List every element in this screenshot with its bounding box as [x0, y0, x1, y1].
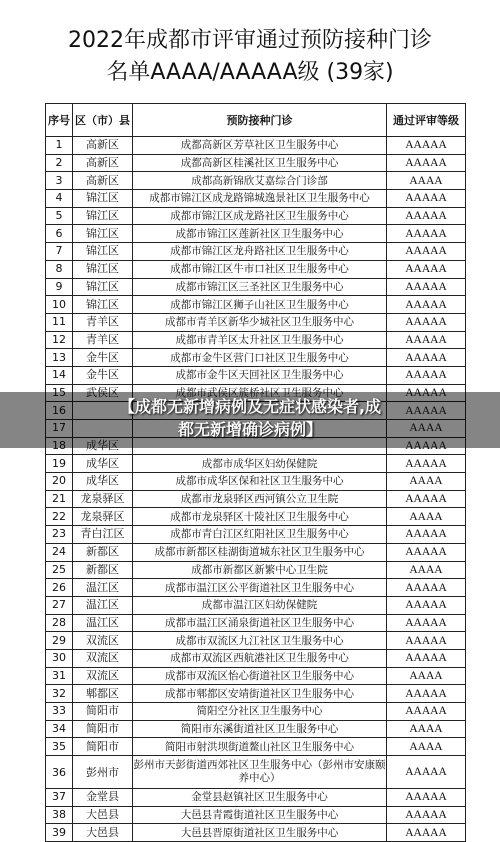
- cell-district: 温江区: [73, 596, 133, 614]
- cell-clinic: 成都高新锦欣艾嘉综合门诊部: [133, 172, 387, 190]
- cell-no: 29: [46, 632, 73, 650]
- cell-clinic: 大邑县青霞街道社区卫生服务中心: [133, 806, 387, 824]
- document-title-line1: 2022年成都市评审通过预防接种门诊: [68, 28, 432, 53]
- cell-clinic: 成都市锦江区莲新社区卫生服务中心: [133, 225, 387, 243]
- cell-clinic: 成都市金牛区天回社区卫生服务中心: [133, 366, 387, 384]
- cell-grade: AAAAA: [387, 225, 466, 243]
- table-row: [46, 366, 466, 384]
- table-row: [46, 703, 466, 721]
- cell-no: 19: [46, 455, 73, 473]
- header-grade: 通过评审等级: [387, 104, 466, 137]
- table-row: [46, 561, 466, 579]
- cell-no: 27: [46, 596, 73, 614]
- cell-district: 简阳市: [73, 720, 133, 738]
- table-row: [46, 490, 466, 508]
- cell-clinic: 成都市锦江区牛市口社区卫生服务中心: [133, 260, 387, 278]
- cell-clinic: 成都市双流区怡心街道社区卫生服务中心: [133, 667, 387, 685]
- cell-district: 双流区: [73, 632, 133, 650]
- table-row: [46, 649, 466, 667]
- cell-district: 温江区: [73, 579, 133, 597]
- cell-no: 24: [46, 543, 73, 561]
- cell-grade: AAAAA: [387, 632, 466, 650]
- cell-no: 3: [46, 172, 73, 190]
- table-row: [46, 190, 466, 208]
- cell-grade: AAAAA: [387, 366, 466, 384]
- cell-district: 金牛区: [73, 349, 133, 367]
- table-row: [46, 225, 466, 243]
- cell-no: 16: [46, 402, 73, 420]
- cell-district: 锦江区: [73, 278, 133, 296]
- cell-district: 大邑县: [73, 806, 133, 824]
- cell-no: 20: [46, 473, 73, 491]
- cell-clinic: 成都市温江区涌泉街道社区卫生服务中心: [133, 614, 387, 632]
- cell-no: 30: [46, 649, 73, 667]
- cell-grade: AAAAA: [387, 154, 466, 172]
- cell-grade: AAAAA: [387, 190, 466, 208]
- cell-no: 39: [46, 824, 73, 842]
- cell-district: 成华区: [73, 437, 133, 455]
- cell-district: 郫都区: [73, 685, 133, 703]
- cell-grade: AAAAA: [387, 349, 466, 367]
- cell-district: 金牛区: [73, 366, 133, 384]
- table-row: [46, 508, 466, 526]
- cell-district: 青白江区: [73, 526, 133, 544]
- cell-grade: AAAAA: [387, 296, 466, 314]
- cell-no: 22: [46, 508, 73, 526]
- cell-district: 大邑县: [73, 824, 133, 842]
- cell-clinic: 成都高新区桂溪社区卫生服务中心: [133, 154, 387, 172]
- cell-no: 26: [46, 579, 73, 597]
- cell-clinic: 彭州市天彭街道西郊社区卫生服务中心（彭州市安康颐养中心）: [133, 756, 387, 789]
- table-row: [46, 207, 466, 225]
- cell-grade: AAAA: [387, 720, 466, 738]
- table-row: [46, 824, 466, 842]
- table-header-row: [46, 104, 466, 137]
- cell-grade: AAAAA: [387, 455, 466, 473]
- overlay-caption-line2: 都无新增确诊病例】: [177, 420, 322, 439]
- cell-district: 新都区: [73, 543, 133, 561]
- cell-no: 9: [46, 278, 73, 296]
- cell-clinic: 成都市双流区西航港社区卫生服务中心: [133, 649, 387, 667]
- cell-no: 23: [46, 526, 73, 544]
- cell-clinic: 成都市新都区桂湖街道城东社区卫生服务中心: [133, 543, 387, 561]
- cell-grade: AAAA: [387, 667, 466, 685]
- cell-grade: AAAAA: [387, 685, 466, 703]
- cell-no: 18: [46, 437, 73, 455]
- table-row: [46, 278, 466, 296]
- cell-clinic: 成都市青羊区太升社区卫生服务中心: [133, 331, 387, 349]
- cell-district: 锦江区: [73, 225, 133, 243]
- table-row: [46, 243, 466, 261]
- cell-no: 21: [46, 490, 73, 508]
- cell-grade: AAAAA: [387, 756, 466, 789]
- cell-clinic: 成都市温江区公平街道社区卫生服务中心: [133, 579, 387, 597]
- cell-grade: AAAAA: [387, 579, 466, 597]
- cell-clinic: 成都市锦江区龙舟路社区卫生服务中心: [133, 243, 387, 261]
- cell-district: 青羊区: [73, 331, 133, 349]
- cell-grade: AAAAA: [387, 437, 466, 455]
- table-row: [46, 720, 466, 738]
- cell-grade: AAAA: [387, 738, 466, 756]
- cell-no: 5: [46, 207, 73, 225]
- cell-grade: AAAA: [387, 172, 466, 190]
- cell-grade: AAAA: [387, 420, 466, 438]
- cell-district: 彭州市: [73, 756, 133, 789]
- cell-clinic: 简阳空分社区卫生服务中心: [133, 703, 387, 721]
- cell-district: 武侯区: [73, 384, 133, 402]
- cell-grade: AAAAA: [387, 824, 466, 842]
- cell-grade: AAAAA: [387, 260, 466, 278]
- cell-no: 28: [46, 614, 73, 632]
- cell-grade: AAAAA: [387, 703, 466, 721]
- table-row: [46, 349, 466, 367]
- table-row: [46, 455, 466, 473]
- table-row: [46, 596, 466, 614]
- header-no: 序号: [46, 104, 73, 137]
- cell-district: 高新区: [73, 137, 133, 155]
- cell-no: 25: [46, 561, 73, 579]
- cell-clinic: 成都高新区芳草社区卫生服务中心: [133, 137, 387, 155]
- header-district: 区（市）县: [73, 104, 133, 137]
- cell-no: 12: [46, 331, 73, 349]
- cell-grade: AAAAA: [387, 313, 466, 331]
- cell-clinic: 成都市锦江区成龙路锦城逸景社区卫生服务中心: [133, 190, 387, 208]
- cell-no: 31: [46, 667, 73, 685]
- cell-clinic: 成都市锦江区成龙路社区卫生服务中心: [133, 207, 387, 225]
- cell-district: 锦江区: [73, 243, 133, 261]
- cell-grade: AAAAA: [387, 331, 466, 349]
- table-row: [46, 526, 466, 544]
- cell-district: 温江区: [73, 614, 133, 632]
- table-row: [46, 756, 466, 789]
- cell-grade: AAAA: [387, 473, 466, 491]
- cell-district: 成华区: [73, 473, 133, 491]
- cell-no: 38: [46, 806, 73, 824]
- cell-no: 1: [46, 137, 73, 155]
- cell-clinic: 成都市双流区九江社区卫生服务中心: [133, 632, 387, 650]
- cell-no: 13: [46, 349, 73, 367]
- cell-district: 新都区: [73, 561, 133, 579]
- cell-district: 青羊区: [73, 313, 133, 331]
- cell-grade: AAAAA: [387, 384, 466, 402]
- cell-grade: AAAA: [387, 561, 466, 579]
- cell-district: 简阳市: [73, 703, 133, 721]
- table-row: [46, 172, 466, 190]
- cell-grade: AAAAA: [387, 278, 466, 296]
- table-row: [46, 789, 466, 807]
- cell-district: 成华区: [73, 455, 133, 473]
- cell-district: 锦江区: [73, 190, 133, 208]
- cell-grade: AAAAA: [387, 207, 466, 225]
- cell-no: 36: [46, 756, 73, 789]
- cell-no: 7: [46, 243, 73, 261]
- cell-grade: AAAAA: [387, 614, 466, 632]
- cell-district: 简阳市: [73, 738, 133, 756]
- cell-grade: AAAAA: [387, 543, 466, 561]
- cell-district: 双流区: [73, 667, 133, 685]
- cell-no: 2: [46, 154, 73, 172]
- cell-no: 34: [46, 720, 73, 738]
- table-row: [46, 806, 466, 824]
- cell-clinic: 成都市成华区保和社区卫生服务中心: [133, 473, 387, 491]
- document-title-line2: 名单AAAA/AAAAA级 (39家): [106, 60, 394, 85]
- cell-clinic: 成都市温江区妇幼保健院: [133, 596, 387, 614]
- cell-clinic: 大邑县晋原街道社区卫生服务中心: [133, 824, 387, 842]
- table-row: [46, 579, 466, 597]
- cell-no: 37: [46, 789, 73, 807]
- cell-grade: AAAAA: [387, 806, 466, 824]
- overlay-caption-line1: 【成都无新增病例及无症状感染者,成: [118, 397, 382, 416]
- cell-district: 龙泉驿区: [73, 490, 133, 508]
- cell-district: 高新区: [73, 154, 133, 172]
- cell-clinic: 成都市锦江区三圣社区卫生服务中心: [133, 278, 387, 296]
- cell-district: 锦江区: [73, 296, 133, 314]
- cell-grade: AAAAA: [387, 649, 466, 667]
- cell-clinic: 成都市武侯区簇桥社区卫生服务中心: [133, 384, 387, 402]
- cell-no: 17: [46, 420, 73, 438]
- cell-district: 金堂县: [73, 789, 133, 807]
- cell-district: 高新区: [73, 172, 133, 190]
- table-row: [46, 154, 466, 172]
- cell-district: 双流区: [73, 649, 133, 667]
- cell-no: 35: [46, 738, 73, 756]
- cell-no: 10: [46, 296, 73, 314]
- table-body: [46, 137, 466, 842]
- cell-clinic: 简阳市东溪街道社区卫生服务中心: [133, 720, 387, 738]
- table-row: [46, 331, 466, 349]
- table-row: [46, 296, 466, 314]
- cell-no: 14: [46, 366, 73, 384]
- cell-clinic: 金堂县赵镇社区卫生服务中心: [133, 789, 387, 807]
- cell-clinic: 成都市郫都区安靖街道社区卫生服务中心: [133, 685, 387, 703]
- table-row: [46, 685, 466, 703]
- clinic-table: [45, 103, 466, 842]
- cell-grade: AAAAA: [387, 490, 466, 508]
- header-clinic: 预防接种门诊: [133, 104, 387, 137]
- cell-grade: AAAAA: [387, 526, 466, 544]
- table-row: [46, 667, 466, 685]
- cell-grade: AAAAA: [387, 243, 466, 261]
- table-row: [46, 543, 466, 561]
- cell-no: 8: [46, 260, 73, 278]
- cell-district: 锦江区: [73, 207, 133, 225]
- cell-district: 锦江区: [73, 260, 133, 278]
- table-row: [46, 632, 466, 650]
- cell-clinic: 成都市成华区妇幼保健院: [133, 455, 387, 473]
- cell-no: 32: [46, 685, 73, 703]
- table-row: [46, 313, 466, 331]
- table-row: [46, 473, 466, 491]
- cell-district: 龙泉驿区: [73, 508, 133, 526]
- cell-no: 6: [46, 225, 73, 243]
- cell-no: 11: [46, 313, 73, 331]
- cell-clinic: 成都市龙泉驿区十陵社区卫生服务中心: [133, 508, 387, 526]
- cell-clinic: 成都市龙泉驿区西河镇公立卫生院: [133, 490, 387, 508]
- cell-grade: AAAAA: [387, 789, 466, 807]
- table-row: [46, 738, 466, 756]
- cell-grade: AAAAA: [387, 596, 466, 614]
- cell-clinic: 简阳市射洪坝街道鳌山社区卫生服务中心: [133, 738, 387, 756]
- cell-clinic: 成都市新都区新繁中心卫生院: [133, 561, 387, 579]
- table-row: [46, 137, 466, 155]
- table-row: [46, 614, 466, 632]
- cell-no: 4: [46, 190, 73, 208]
- cell-clinic: 成都市锦江区狮子山社区卫生服务中心: [133, 296, 387, 314]
- cell-clinic: 成都市青羊区新华少城社区卫生服务中心: [133, 313, 387, 331]
- cell-no: 15: [46, 384, 73, 402]
- cell-clinic: 成都市青白江区红阳社区卫生服务中心: [133, 526, 387, 544]
- cell-no: 33: [46, 703, 73, 721]
- cell-grade: AAAA: [387, 508, 466, 526]
- table-row: [46, 260, 466, 278]
- cell-grade: AAAAA: [387, 137, 466, 155]
- cell-grade: AAAAA: [387, 402, 466, 420]
- cell-clinic: 成都市金牛区营门口社区卫生服务中心: [133, 349, 387, 367]
